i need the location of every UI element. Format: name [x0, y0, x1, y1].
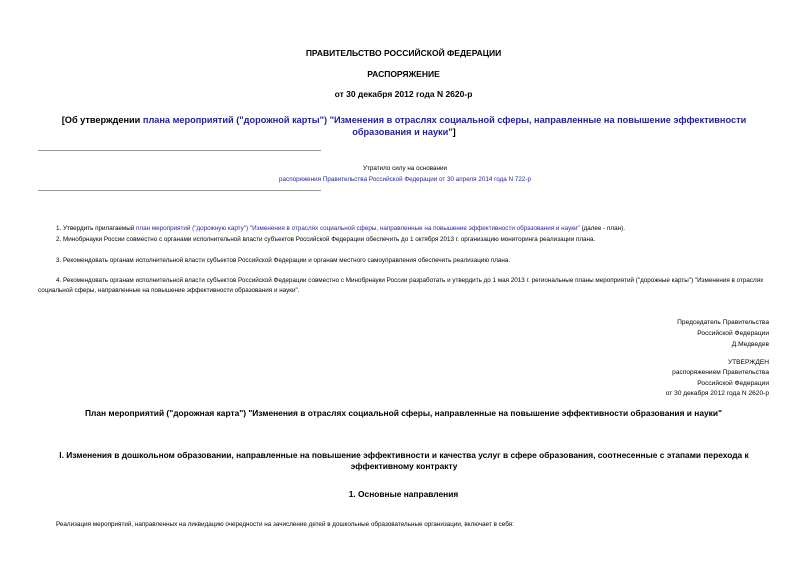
document-title-link[interactable]: плана мероприятий ("дорожной карты") "Изменения в отраслях социальной сферы, направленные на повышение эффективности образования и науки": [142, 115, 747, 137]
plan-title: План мероприятий ("дорожная карта") "Изменения в отраслях социальной сферы, направленные на повышение эффективности образования и науки": [85, 408, 722, 418]
approved-country: Российской Федерации: [697, 380, 769, 387]
lost-force-note: Утратило силу на основании: [362, 165, 448, 172]
paragraph-2: 2. Минобрнауки России совместно с органами исполнительной власти субъектов Российской Федерации обеспечить до 1 октября 2013 г. организацию мониторинга реализации плана.: [56, 236, 596, 243]
order-type-heading: РАСПОРЯЖЕНИЕ: [367, 69, 440, 79]
paragraph-1-start: 1. Утвердить прилагаемый: [56, 225, 137, 232]
signature-name: Д.Медведев: [731, 341, 769, 348]
order-date-heading: от 30 декабря 2012 года N 2620-р: [334, 89, 473, 99]
paragraph-1-link[interactable]: план мероприятий ("дорожную карту") "Изменения в отраслях социальной сферы, направленные на повышение эффективности образования и науки": [136, 225, 580, 232]
approved-by: распоряжением Правительства: [672, 369, 769, 376]
lost-force-link[interactable]: распоряжения Правительства Российской Федерации от 30 апреля 2014 года N 722-р: [279, 176, 531, 183]
approved-label: УТВЕРЖДЕН: [727, 359, 769, 366]
paragraph-4: 4. Рекомендовать органам исполнительной власти субъектов Российской Федерации совместно с Минобрнауки России разработать и утвердить до 1 мая 2013 г. региональные планы мероприятий ("дорожные карты") "Изменения в отраслях социальной сферы, направленные на повышение эффективности образования и науки".: [38, 277, 764, 294]
document-title: [34, 114, 774, 138]
divider-bottom: [38, 190, 321, 191]
paragraph-5: Реализация мероприятий, направленных на ликвидацию очередности на зачисление детей в дошкольные образовательные организации, включает в себя:: [56, 521, 514, 528]
section-title: I. Изменения в дошкольном образовании, направленные на повышение эффективности и качества услуг в сфере образования, соотнесенные с этапами перехода к эффективному контракту: [59, 450, 749, 471]
government-heading: ПРАВИТЕЛЬСТВО РОССИЙСКОЙ ФЕДЕРАЦИИ: [305, 48, 502, 58]
paragraph-1: [38, 224, 778, 234]
approved-date: от 30 декабря 2012 года N 2620-р: [665, 390, 769, 397]
document-title-open: [Об утверждении: [61, 115, 143, 125]
paragraph-3: 3. Рекомендовать органам исполнительной власти субъектов Российской Федерации и органам местного самоуправления обеспечить реализацию плана.: [56, 257, 511, 264]
subsection-title: 1. Основные направления: [348, 489, 459, 499]
signature-country: Российской Федерации: [697, 330, 769, 337]
signature-position: Председатель Правительства: [677, 319, 769, 326]
paragraph-1-end: (далее - план).: [579, 225, 625, 232]
document-title-close: ]: [452, 127, 456, 137]
divider-top: [38, 150, 321, 151]
